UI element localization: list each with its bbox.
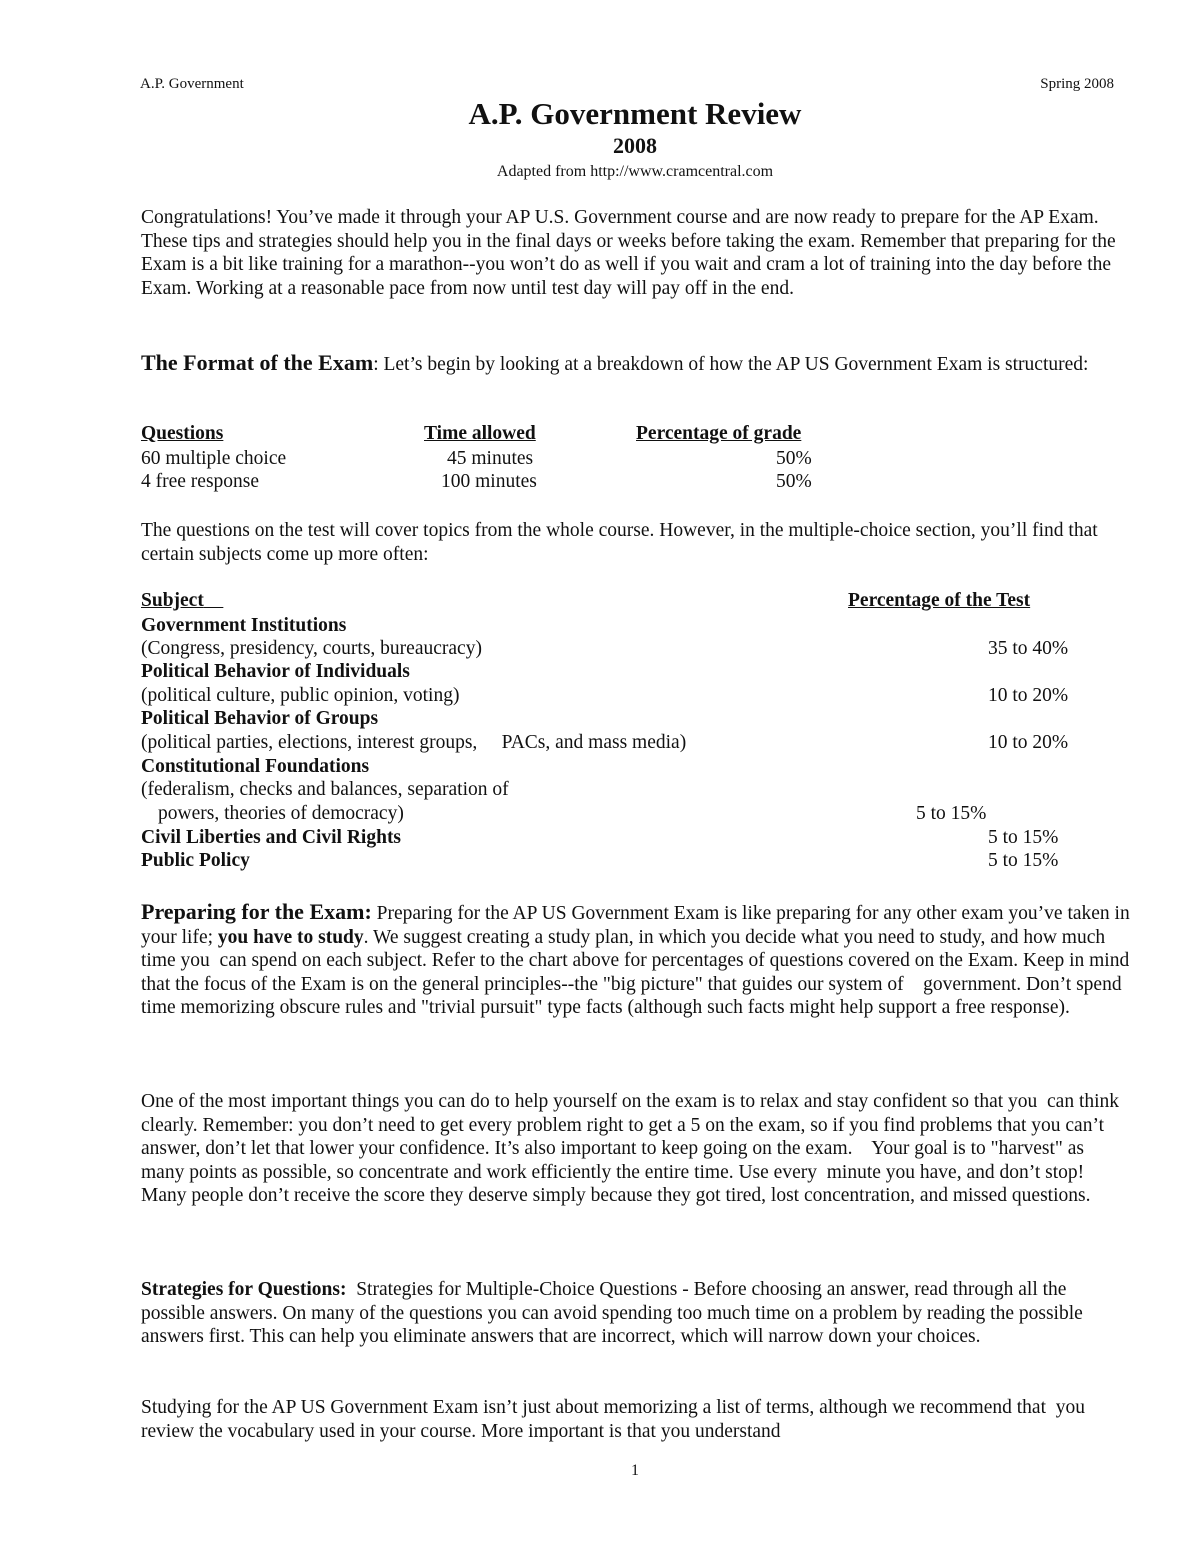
- preparing-paragraph: [141, 899, 1135, 1020]
- document-year: 2008: [613, 133, 657, 158]
- format-row-question: 4 free response: [141, 471, 260, 492]
- subject-detail: (political parties, elections, interest groups, PACs, and mass media): [141, 732, 687, 753]
- topics-intro-paragraph: The questions on the test will cover topics from the whole course. However, in the multiple-choice section, you’ll find that certain subjects come up more often:: [141, 520, 1098, 565]
- subject-detail: (political culture, public opinion, voting): [141, 685, 460, 706]
- format-row-percentage: 50%: [776, 448, 812, 469]
- preparing-bold: you have to study: [217, 926, 364, 948]
- format-header-percentage: Percentage of grade: [636, 423, 802, 444]
- preparing-text-a: Preparing for the AP US Government Exam is like preparing for any other exam you’ve taken in your life;: [141, 903, 1135, 948]
- running-header-right: Spring 2008: [1040, 76, 1114, 92]
- subject-name: Constitutional Foundations: [141, 756, 370, 777]
- page-number: 1: [631, 1462, 639, 1479]
- intro-paragraph: Congratulations! You’ve made it through your AP U.S. Government course and are now ready to prepare for the AP Exam. These tips and strategies should help you in the final days or weeks before taking the exam. Remember that preparing for the Exam is a bit like training for a marathon--you won’t do as well if you wait and cram a lot of training into the day before the Exam. Working at a reasonable pace from now until test day will pay off in the end.: [141, 207, 1116, 299]
- preparing-text-b: . We suggest creating a study plan, in which you decide what you need to study, and how much time you can spend on each subject. Refer to the chart above for percentages of questions covered on the Exam. Keep in mind that the focus of the Exam is on the general principles--the "big picture" that guides our system of government. Don’t spend time memorizing obscure rules and "trivial pursuit" type facts (although such facts might help support a free response).: [141, 926, 1135, 1018]
- preparing-heading: Preparing for the Exam:: [141, 899, 372, 924]
- format-header-time: Time allowed: [424, 423, 536, 444]
- format-text: : Let’s begin by looking at a breakdown of how the AP US Government Exam is structured:: [373, 354, 1089, 375]
- format-row-time: 45 minutes: [447, 448, 534, 469]
- subject-detail: (federalism, checks and balances, separation of: [141, 779, 509, 800]
- format-row-percentage: 50%: [776, 471, 812, 492]
- subject-name: Political Behavior of Groups: [141, 708, 379, 729]
- format-paragraph: [141, 351, 1131, 377]
- strategies-text: Strategies for Multiple-Choice Questions - Before choosing an answer, read through all the possible answers. On many of the questions you can avoid spending too much time on a problem by reading the possible answers first. This can help you eliminate answers that are incorrect, which will narrow down your choices.: [141, 1279, 1088, 1347]
- strategies-paragraph: [141, 1278, 1131, 1349]
- subject-percentage: 5 to 15%: [988, 850, 1059, 871]
- subject-detail-continued: powers, theories of democracy): [158, 803, 404, 824]
- subject-name: Government Institutions: [141, 615, 347, 636]
- subject-percentage: 10 to 20%: [988, 732, 1069, 753]
- format-header-questions: Questions: [141, 423, 224, 444]
- subject-name: Civil Liberties and Civil Rights: [141, 827, 402, 848]
- document-title: A.P. Government Review: [468, 96, 802, 131]
- subject-header: Subject: [141, 590, 204, 611]
- format-row-question: 60 multiple choice: [141, 448, 287, 469]
- relax-paragraph: One of the most important things you can do to help yourself on the exam is to relax and stay confident so that you can think clearly. Remember: you don’t need to get every problem right to get a 5 on the exam, so if you find problems that you can’t answer, don’t let that lower your confidence. It’s also important to keep going on the exam. Your goal is to "harvest" as many points as possible, so concentrate and work efficiently the entire time. Use every minute you have, and don’t stop! Many people don’t receive the score they deserve simply because they got tired, lost concentration, and missed questions.: [141, 1091, 1124, 1206]
- subject-percentage: 10 to 20%: [988, 685, 1069, 706]
- source-credit: Adapted from http://www.cramcentral.com: [496, 163, 774, 180]
- subject-name: Public Policy: [141, 850, 250, 871]
- subject-detail: (Congress, presidency, courts, bureaucracy): [141, 638, 482, 659]
- percentage-header: Percentage of the Test: [848, 590, 1031, 611]
- studying-paragraph: Studying for the AP US Government Exam isn’t just about memorizing a list of terms, although we recommend that you review the vocabulary used in your course. More important is that you understand: [141, 1397, 1090, 1442]
- format-row-time: 100 minutes: [441, 471, 537, 492]
- running-header-left: A.P. Government: [140, 76, 244, 92]
- subject-percentage: 35 to 40%: [988, 638, 1069, 659]
- subject-name: Political Behavior of Individuals: [141, 661, 410, 682]
- strategies-heading: Strategies for Questions:: [141, 1279, 347, 1300]
- subject-percentage: 5 to 15%: [988, 827, 1059, 848]
- format-heading: The Format of the Exam: [141, 350, 374, 375]
- subject-percentage: 5 to 15%: [916, 803, 987, 824]
